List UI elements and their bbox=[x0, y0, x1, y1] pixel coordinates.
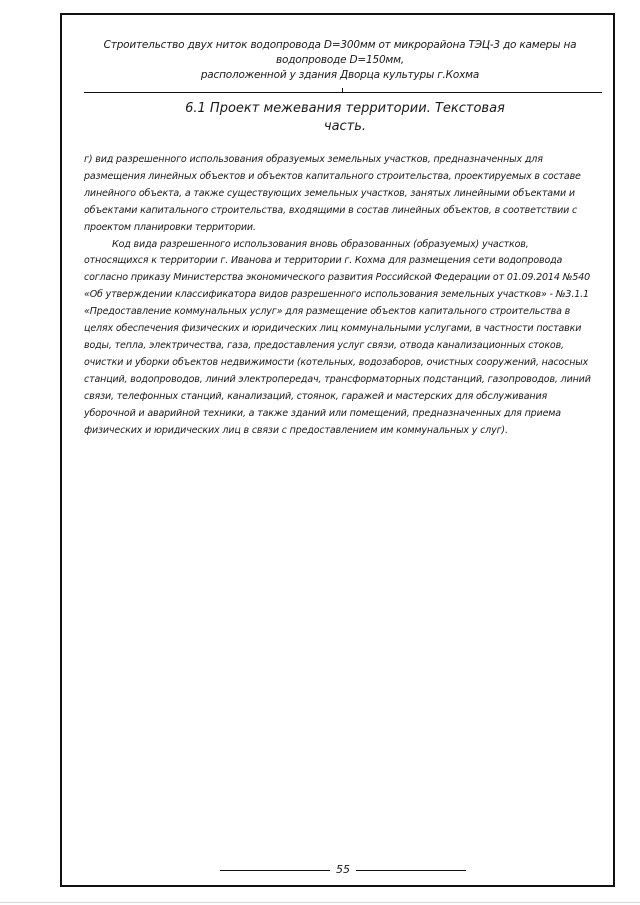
header-title-line-2: расположенной у здания Дворца культуры г.Кохма bbox=[200, 69, 480, 81]
footer-rule-left bbox=[220, 870, 330, 871]
paragraph-land-use-purpose: г) вид разрешенного использования образуемых земельных участков, предназначенных для размещения линейных объектов и объектов капитального строительства, проектируемых в составе линейного объекта, а также существующих земельных участков, занятых линейными объектами и объектами капитального строительства, входящими в состав линейных объектов, в соответствии с проектом планировки территории. bbox=[84, 154, 581, 233]
drawing-frame bbox=[60, 13, 615, 887]
footer-rule-right bbox=[356, 870, 466, 871]
paragraph-land-use-code: Код вида разрешенного использования вновь образованных (образуемых) участков, относящихся к территории г. Иванова и территории г. Кохма для размещения сети водопровода согласно приказу Министерства экономического развития Российской Федерации от 01.09.2014 №540 «Об утверждении классификатора видов разрешенного использования земельных участков» - №3.1.1 «Предоставление коммунальных услуг» для размещение объектов капитального строительства в целях обеспечения физических и юридических лиц коммунальными услугами, в частности поставки воды, тепла, электричества, газа, предоставления услуг связи, отвода канализационных стоков, очистки и уборки объектов недвижимости (котельных, водозаборов, очистных сооружений, насосных станций, водопроводов, линий электропередач, трансформаторных подстанций, газопроводов, линий связи, телефонных станций, канализаций, стоянок, гаражей и мастерских для обслуживания уборочной и аварийной техники, а также зданий или помещений, предназначенных для приема физических и юридических лиц в связи с предоставлением им коммунальных у слуг). bbox=[84, 238, 591, 436]
header-divider-tick bbox=[342, 88, 343, 92]
document-header bbox=[80, 38, 600, 83]
page-number: 55 bbox=[336, 863, 350, 876]
document-body bbox=[84, 152, 594, 439]
page-footer bbox=[220, 862, 466, 878]
page-bottom-edge bbox=[0, 902, 640, 903]
header-title-line-1: Строительство двух ниток водопровода D=300мм от микрорайона ТЭЦ-3 до камеры на водопроводе D=150мм, bbox=[103, 39, 577, 66]
header-divider bbox=[84, 92, 602, 93]
section-title: 6.1 Проект межевания территории. Текстовая часть. bbox=[185, 101, 505, 134]
